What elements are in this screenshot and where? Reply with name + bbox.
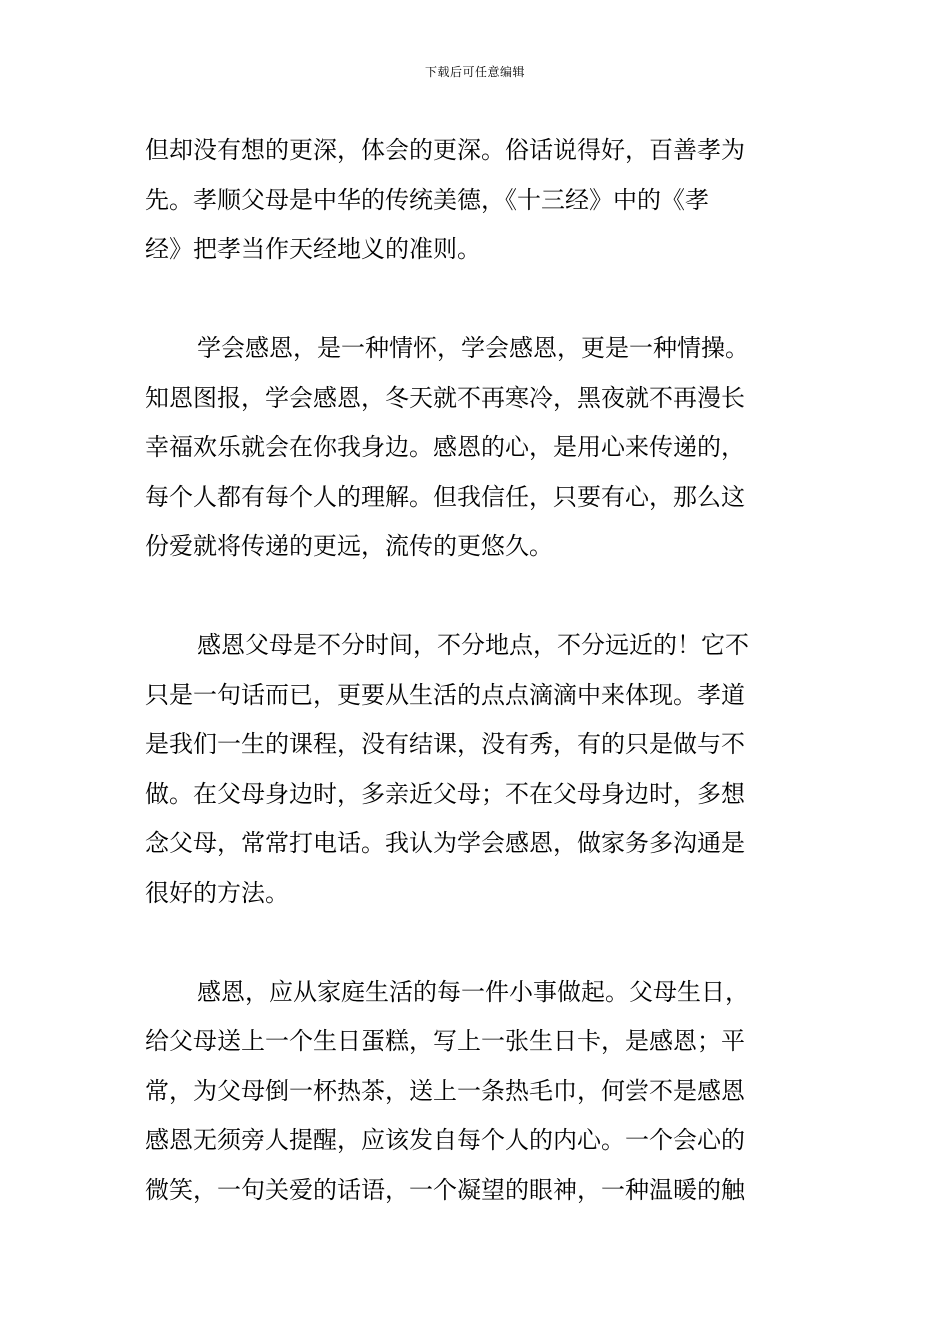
text-line: 给父母送上一个生日蛋糕，写上一张生日卡，是感恩；平 bbox=[145, 1027, 745, 1055]
text-line: 但却没有想的更深，体会的更深。俗话说得好，百善孝为 bbox=[145, 136, 745, 164]
text-line: 经》把孝当作天经地义的准则。 bbox=[145, 235, 481, 263]
text-line: 只是一句话而已，更要从生活的点点滴滴中来体现。孝道 bbox=[145, 680, 745, 709]
text-line: 微笑，一句关爱的话语，一个凝望的眼神，一种温暖的触 bbox=[145, 1175, 745, 1204]
paragraph-2 bbox=[145, 324, 809, 572]
paragraph-gap bbox=[145, 275, 809, 325]
text-line: 知恩图报，学会感恩，冬天就不再寒冷，黑夜就不再漫长 bbox=[145, 383, 745, 412]
paragraph-3 bbox=[145, 621, 809, 918]
text-line: 感恩无须旁人提醒，应该发自每个人的内心。一个会心的 bbox=[145, 1126, 745, 1154]
text-line: 很好的方法。 bbox=[145, 878, 289, 907]
paragraph-1 bbox=[145, 126, 809, 275]
text-line: 学会感恩，是一种情怀，学会感恩，更是一种情操。 bbox=[197, 334, 749, 362]
text-line: 每个人都有每个人的理解。但我信任，只要有心，那么这 bbox=[145, 482, 745, 511]
text-line: 幸福欢乐就会在你我身边。感恩的心，是用心来传递的， bbox=[145, 433, 745, 461]
text-line: 常，为父母倒一杯热茶，送上一条热毛巾，何尝不是感恩 bbox=[145, 1076, 745, 1105]
document-body bbox=[145, 126, 809, 1215]
paragraph-4 bbox=[145, 968, 809, 1216]
text-line: 感恩父母是不分时间，不分地点，不分远近的！它不 bbox=[197, 631, 749, 659]
paragraph-gap bbox=[145, 572, 809, 622]
page-header: 下载后可任意编辑 bbox=[424, 65, 525, 79]
text-line: 念父母，常常打电话。我认为学会感恩，做家务多沟通是 bbox=[145, 829, 745, 857]
text-line: 感恩，应从家庭生活的每一件小事做起。父母生日， bbox=[197, 977, 749, 1006]
text-line: 是我们一生的课程，没有结课，没有秀，有的只是做与不 bbox=[145, 730, 745, 758]
text-line: 先。孝顺父母是中华的传统美德，《十三经》中的《孝 bbox=[145, 185, 709, 214]
paragraph-gap bbox=[145, 918, 809, 968]
text-line: 做。在父母身边时，多亲近父母；不在父母身边时，多想 bbox=[145, 779, 745, 808]
text-line: 份爱就将传递的更远，流传的更悠久。 bbox=[145, 532, 553, 560]
